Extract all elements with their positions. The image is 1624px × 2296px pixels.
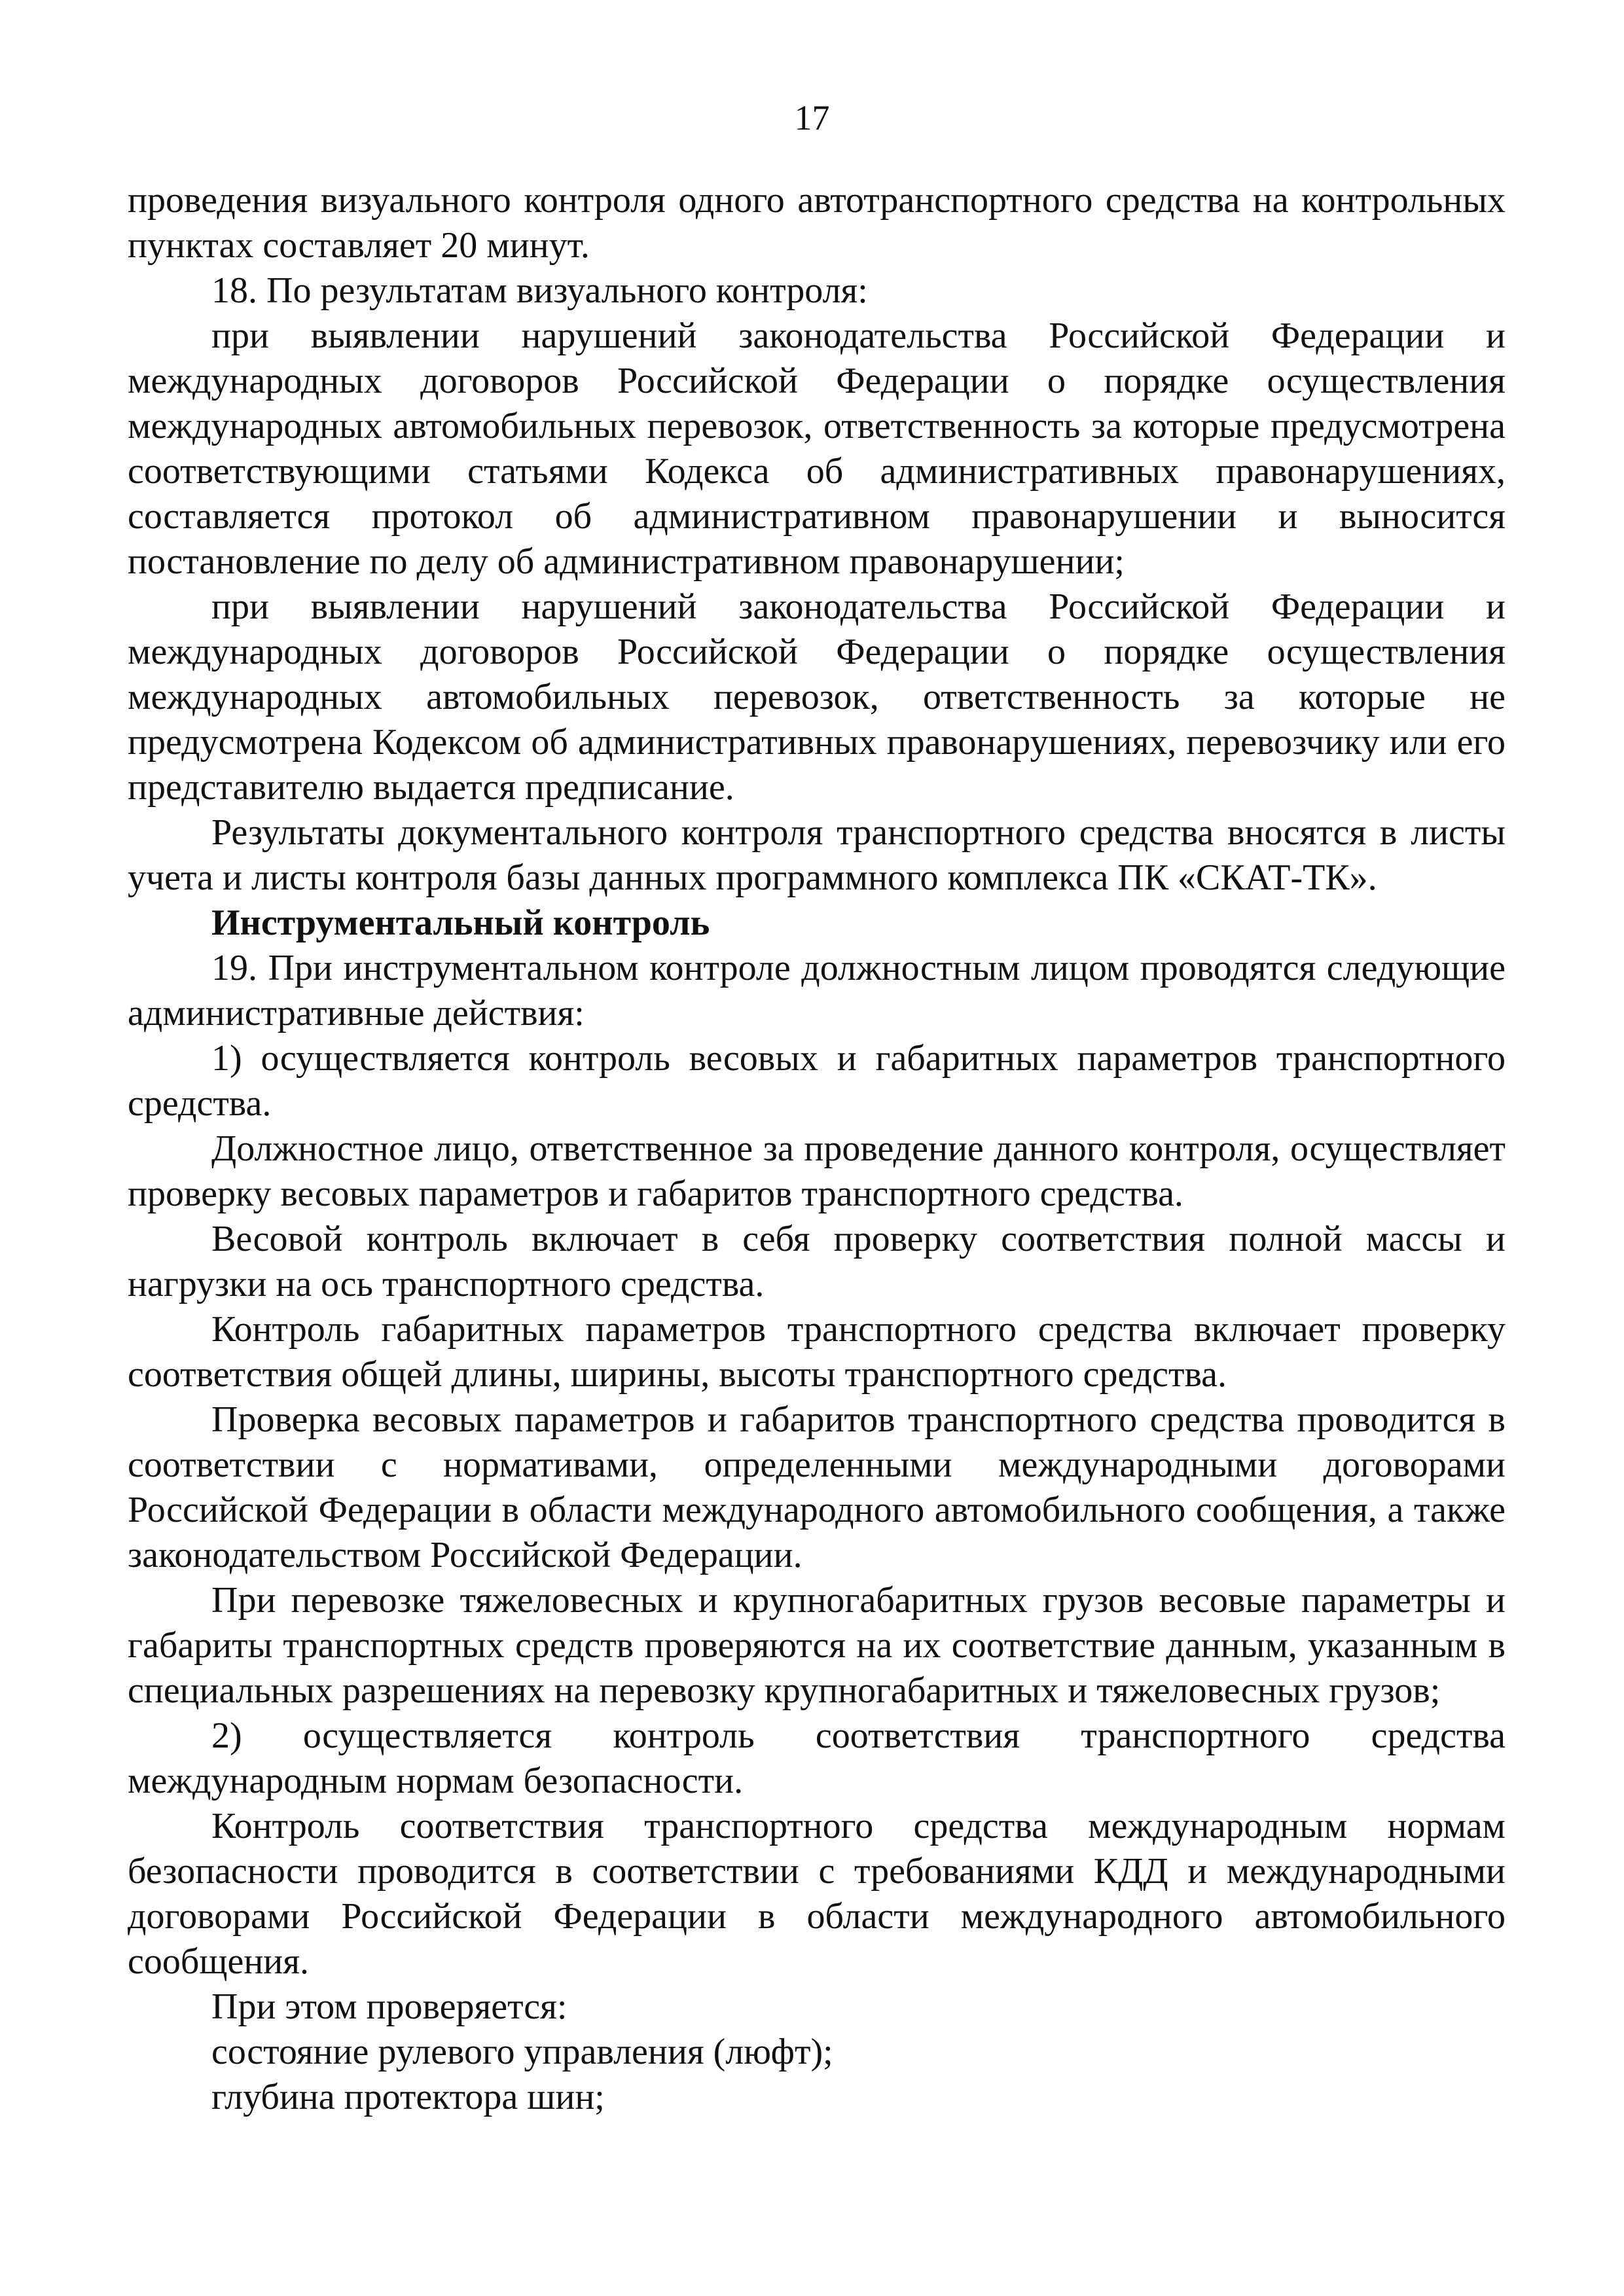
paragraph-results-skat: Результаты документального контроля транспортного средства вносятся в листы учета и листы контроля базы данных программного комплекса ПК «СКАТ-ТК». xyxy=(128,812,1506,898)
paragraph-continuation: проведения визуального контроля одного автотранспортного средства на контрольных пунктах составляет 20 минут. xyxy=(128,180,1506,266)
paragraph-violation-order: при выявлении нарушений законодательства Российской Федерации и международных договоров Российской Федерации о порядке осуществления международных автомобильных перевозок, ответственность за которые не предусмотрена Кодексом об административных правонарушениях, перевозчику или его представителю выдается предписание. xyxy=(128,586,1506,808)
section-heading-instrumental-control: Инструментальный контроль xyxy=(211,903,710,943)
paragraph-dimension-control: Контроль габаритных параметров транспортного средства включает проверку соответствия общей длины, ширины, высоты транспортного средства. xyxy=(128,1309,1506,1395)
paragraph-subitem-2: 2) осуществляется контроль соответствия транспортного средства международным нормам безопасности. xyxy=(128,1715,1506,1801)
paragraph-violation-protocol: при выявлении нарушений законодательства Российской Федерации и международных договоров Российской Федерации о порядке осуществления международных автомобильных перевозок, ответственность за которые предусмотрена соответствующими статьями Кодекса об административных правонарушениях, составляется протокол об административном правонарушении и выносится постановление по делу об административном правонарушении; xyxy=(128,315,1506,582)
list-item-tread-depth: глубина протектора шин; xyxy=(211,2077,605,2117)
paragraph-item-19: 19. При инструментальном контроле должностным лицом проводятся следующие административные действия: xyxy=(128,948,1506,1033)
paragraph-official-check: Должностное лицо, ответственное за проведение данного контроля, осуществляет проверку весовых параметров и габаритов транспортного средства. xyxy=(128,1128,1506,1214)
paragraph-checked-items-intro: При этом проверяется: xyxy=(211,1986,568,2027)
paragraph-subitem-1: 1) осуществляется контроль весовых и габаритных параметров транспортного средства. xyxy=(128,1038,1506,1124)
paragraph-norms-check: Проверка весовых параметров и габаритов транспортного средства проводится в соответствии с нормативами, определенными международными договорами Российской Федерации в области международного автомобильного сообщения, а также законодательством Российской Федерации. xyxy=(128,1399,1506,1575)
paragraph-item-18: 18. По результатам визуального контроля: xyxy=(211,270,868,311)
paragraph-safety-control: Контроль соответствия транспортного средства международным нормам безопасности проводится в соответствии с требованиями КДД и международными договорами Российской Федерации в области международного автомобильного сообщения. xyxy=(128,1806,1506,1982)
paragraph-heavy-cargo: При перевозке тяжеловесных и крупногабаритных грузов весовые параметры и габариты транспортных средств проверяются на их соответствие данным, указанным в специальных разрешениях на перевозку крупногабаритных и тяжеловесных грузов; xyxy=(128,1580,1506,1711)
page-number: 17 xyxy=(794,98,830,137)
paragraph-weight-control: Весовой контроль включает в себя проверку соответствия полной массы и нагрузки на ось транспортного средства. xyxy=(128,1219,1506,1304)
document-body xyxy=(128,178,1506,2120)
list-item-steering: состояние рулевого управления (люфт); xyxy=(211,2032,833,2072)
